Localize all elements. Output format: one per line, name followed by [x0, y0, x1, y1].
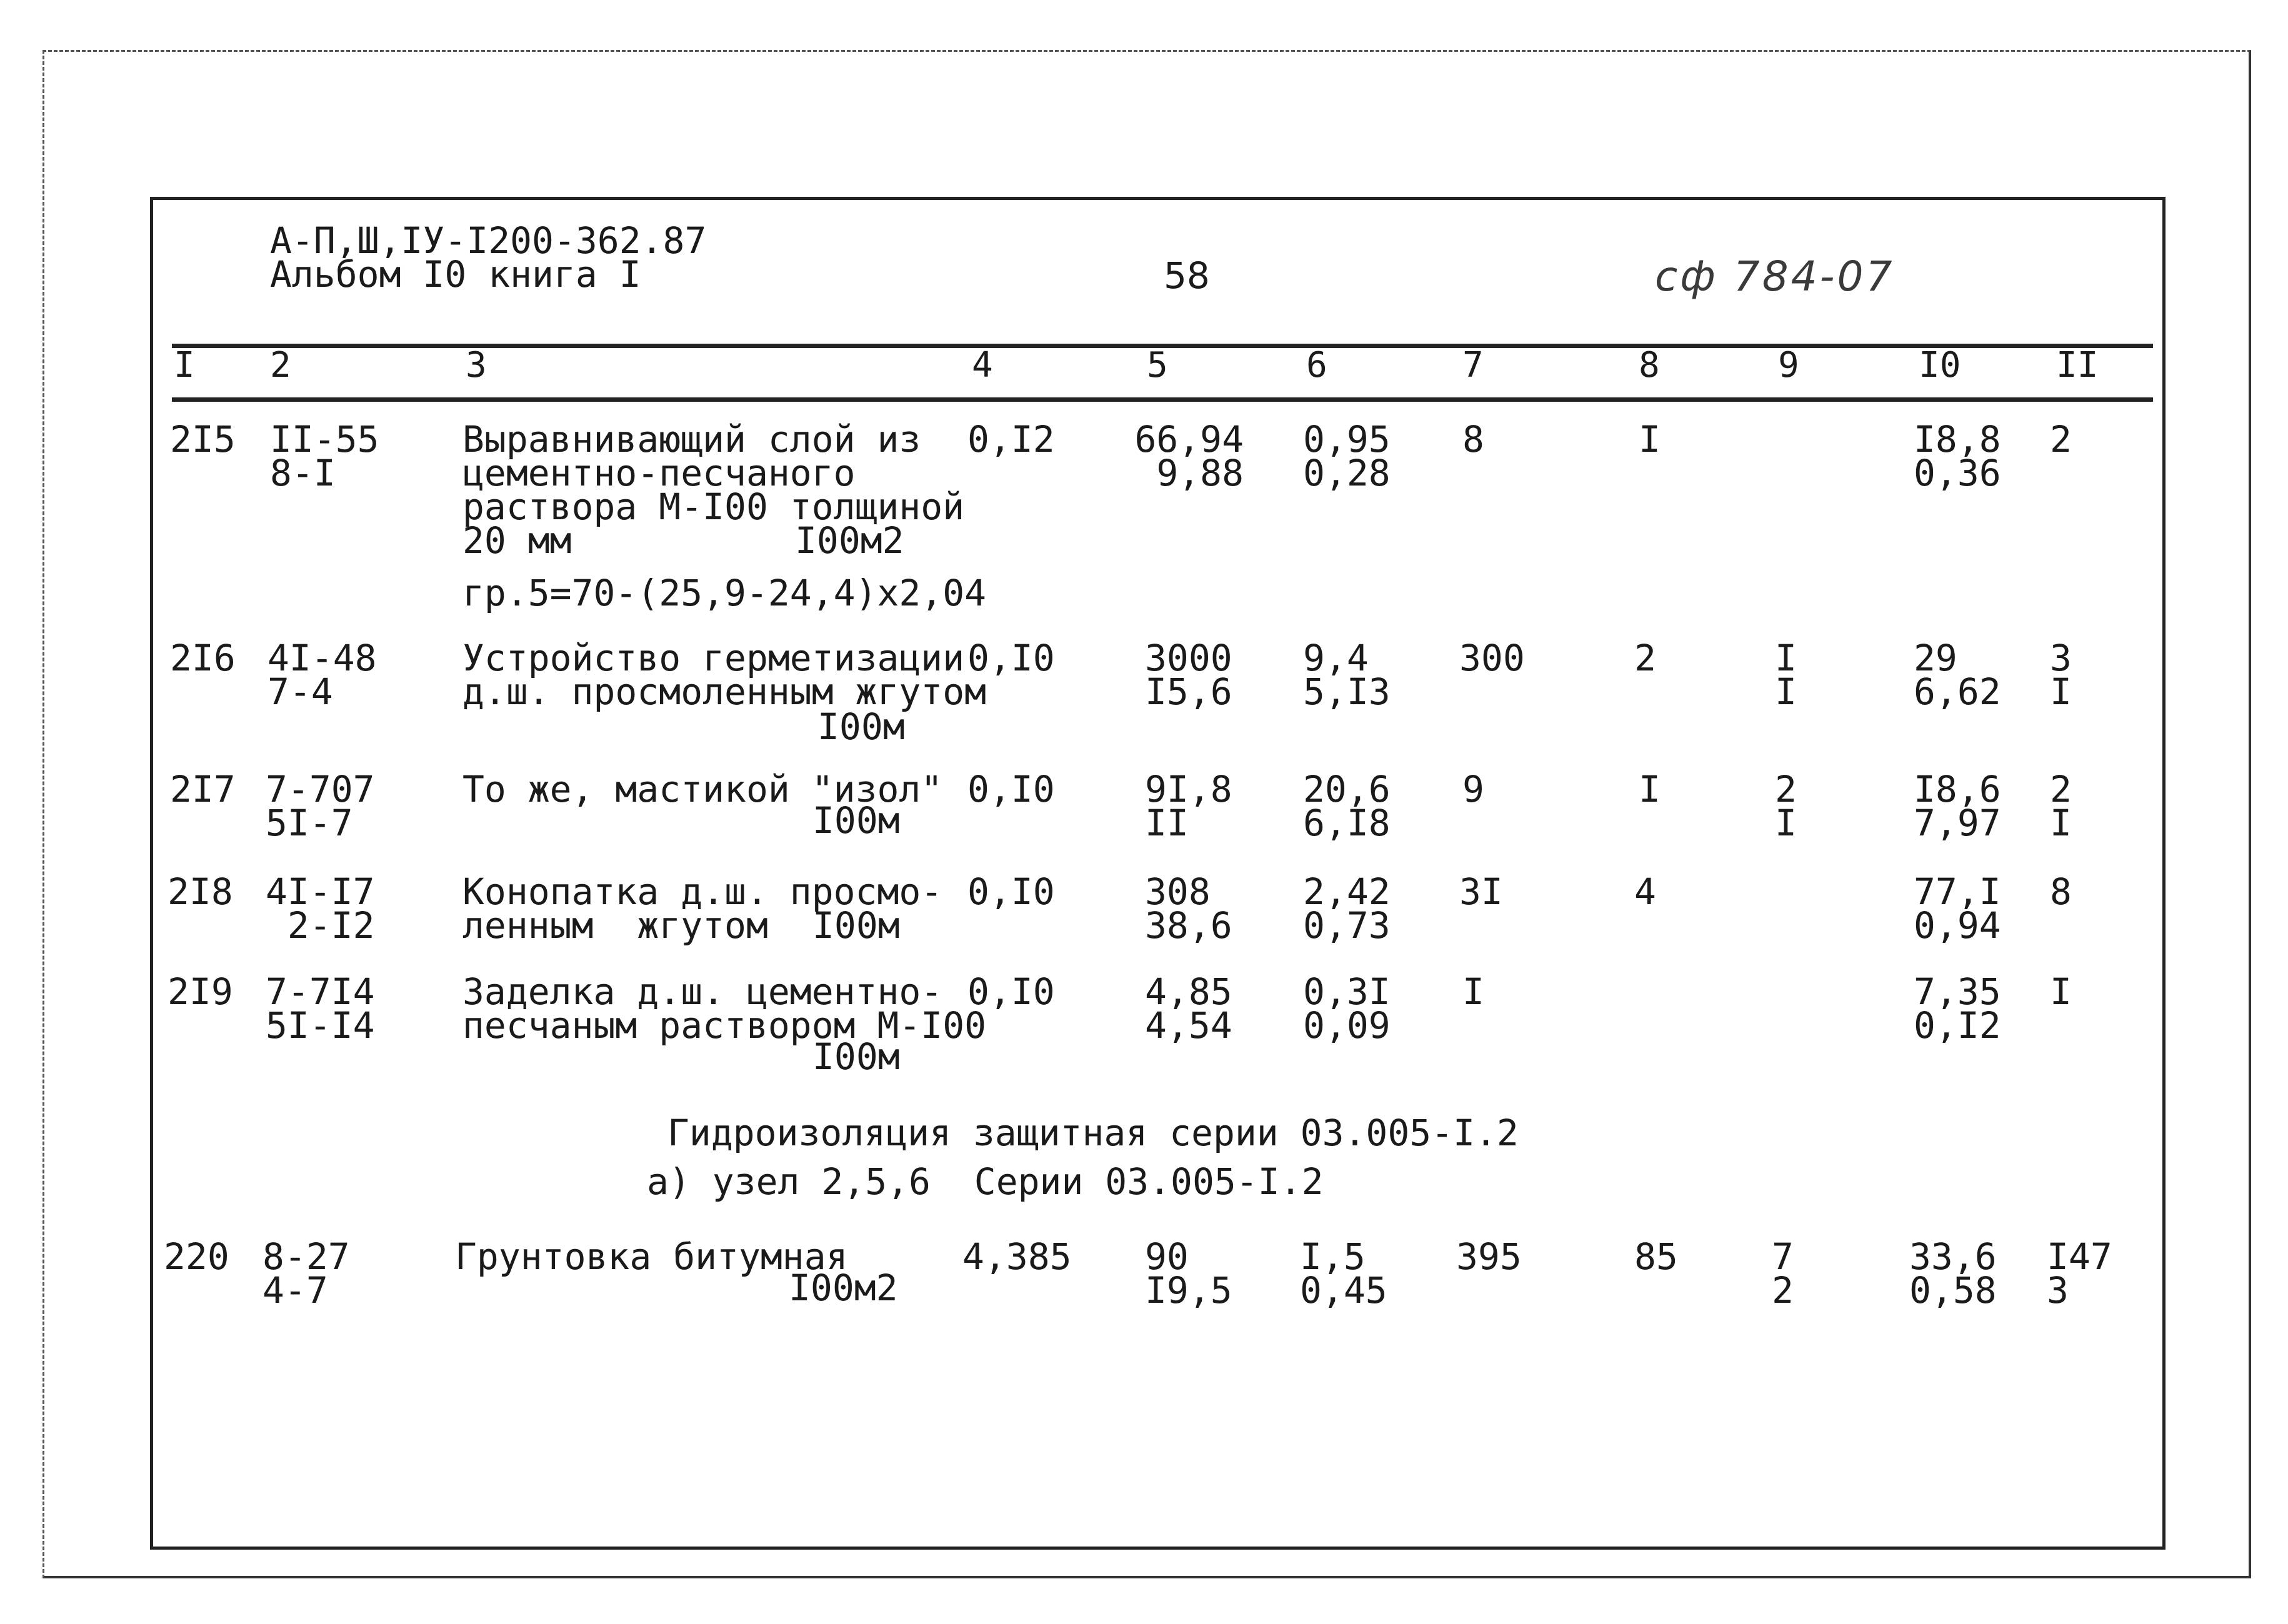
col-11-value: 8: [2050, 870, 2072, 913]
col-10-value: 33,6 0,58: [1909, 1235, 1997, 1312]
unit: І00м2: [795, 519, 904, 562]
col-11-value: 2: [2050, 418, 2072, 461]
col-header-1: I: [174, 345, 195, 386]
document-code: А-П,Ш,ІУ-І200-362.87: [270, 219, 707, 262]
quantity: 0,І0: [967, 870, 1055, 913]
col-10-value: І8,6 7,97: [1914, 768, 2001, 844]
col-header-8: 8: [1639, 345, 1660, 386]
row-number: 2І7: [170, 768, 236, 810]
row-number: 2І8: [167, 870, 233, 913]
col-header-3: 3: [466, 345, 487, 386]
handwritten-reference: сф 784-07: [1655, 252, 1895, 301]
col-5-value: 308 38,6: [1145, 870, 1232, 947]
unit: І00м: [817, 705, 905, 748]
col-9-value: 7 2: [1772, 1235, 1794, 1312]
quantity: 0,І0: [967, 768, 1055, 810]
col-6-value: І,5 0,45: [1300, 1235, 1387, 1312]
col-11-value: І: [2050, 970, 2072, 1013]
col-10-value: 77,І 0,94: [1914, 870, 2001, 947]
norm-code: 4І-І7 2-І2: [266, 870, 375, 947]
col-7-value: 300: [1459, 637, 1525, 679]
album-label: Альбом І0 книга І: [270, 253, 641, 296]
col-header-9: 9: [1778, 345, 1799, 386]
norm-code: 7-7І4 5І-І4: [266, 970, 375, 1047]
col-10-value: І8,8 0,36: [1914, 418, 2001, 494]
norm-code: 4І-48 7-4: [267, 637, 377, 713]
col-6-value: 0,3І 0,09: [1303, 970, 1391, 1047]
col-10-value: 7,35 0,І2: [1914, 970, 2001, 1047]
col-header-7: 7: [1462, 345, 1484, 386]
page-number: 58: [1164, 254, 1210, 297]
work-description: Заделка д.ш. цементно- песчаным раствором М-І00: [462, 970, 987, 1047]
col-6-value: 9,4 5,І3: [1303, 637, 1391, 713]
col-header-10: I0: [1919, 345, 1961, 386]
row-number: 2І5: [170, 418, 236, 461]
work-description: Выравнивающий слой из цементно-песчаного раствора М-І00 толщиной 20 мм: [462, 418, 965, 562]
col-header-11: II: [2056, 345, 2099, 386]
norm-code: ІІ-55 8-І: [270, 418, 379, 494]
calculation-note: гр.5=70-(25,9-24,4)х2,04: [462, 572, 987, 614]
quantity: 4,385: [962, 1235, 1072, 1278]
unit: І00м: [812, 799, 900, 842]
col-7-value: 395: [1456, 1235, 1522, 1278]
col-8-value: І: [1639, 768, 1661, 810]
col-11-value: 3 І: [2050, 637, 2072, 713]
section-title: Гидроизоляция защитная серии 03.005-І.2: [667, 1112, 1519, 1154]
quantity: 0,І2: [967, 418, 1055, 461]
header-bottom-rule: [172, 397, 2153, 402]
col-5-value: 3000 І5,6: [1145, 637, 1232, 713]
work-description: Грунтовка битумная: [455, 1235, 848, 1278]
unit: І00м2: [789, 1267, 898, 1309]
col-header-2: 2: [270, 345, 291, 386]
row-number: 2І6: [170, 637, 236, 679]
work-description: Конопатка д.ш. просмо- ленным жгутом: [462, 870, 943, 947]
row-number: 220: [164, 1235, 229, 1278]
quantity: 0,І0: [967, 970, 1055, 1013]
col-header-6: 6: [1306, 345, 1327, 386]
unit: І00м: [812, 904, 900, 947]
col-5-value: 90 І9,5: [1145, 1235, 1232, 1312]
unit: І00м: [812, 1035, 900, 1078]
norm-code: 8-27 4-7: [262, 1235, 350, 1312]
col-5-value: 4,85 4,54: [1145, 970, 1232, 1047]
col-7-value: 8: [1462, 418, 1484, 461]
col-8-value: 85: [1634, 1235, 1678, 1278]
col-11-value: І47 3: [2047, 1235, 2112, 1312]
work-description: Устройство герметизации д.ш. просмоленным жгутом: [462, 637, 987, 713]
col-7-value: 3І: [1459, 870, 1503, 913]
col-6-value: 2,42 0,73: [1303, 870, 1391, 947]
col-6-value: 20,6 6,І8: [1303, 768, 1391, 844]
work-description: То же, мастикой "изол": [462, 768, 943, 810]
col-8-value: 2: [1634, 637, 1656, 679]
col-10-value: 29 6,62: [1914, 637, 2001, 713]
col-7-value: 9: [1462, 768, 1484, 810]
col-9-value: І І: [1775, 637, 1797, 713]
col-header-4: 4: [972, 345, 993, 386]
section-subtitle: а) узел 2,5,6 Серии 03.005-І.2: [647, 1160, 1324, 1203]
col-9-value: 2 І: [1775, 768, 1797, 844]
col-7-value: І: [1462, 970, 1484, 1013]
col-5-value: 9І,8 ІІ: [1145, 768, 1232, 844]
col-8-value: І: [1639, 418, 1661, 461]
row-number: 2І9: [167, 970, 233, 1013]
col-6-value: 0,95 0,28: [1303, 418, 1391, 494]
norm-code: 7-707 5І-7: [266, 768, 375, 844]
quantity: 0,І0: [967, 637, 1055, 679]
col-11-value: 2 І: [2050, 768, 2072, 844]
col-8-value: 4: [1634, 870, 1656, 913]
col-5-value: 66,94 9,88: [1134, 418, 1244, 494]
col-header-5: 5: [1147, 345, 1168, 386]
